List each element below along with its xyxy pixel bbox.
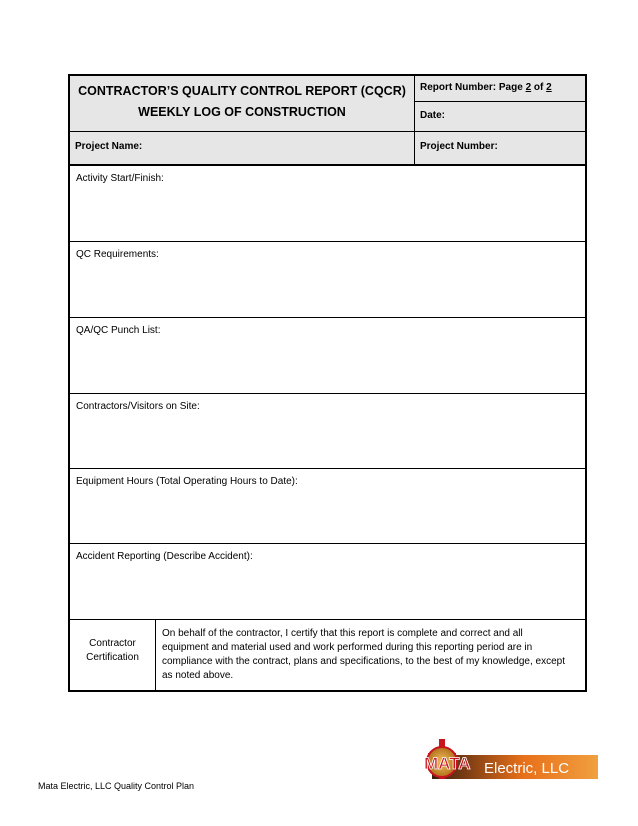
certification-row — [70, 620, 585, 690]
section-label: QA/QC Punch List: — [76, 325, 161, 336]
logo-tagline: Electric, LLC — [484, 760, 570, 777]
company-logo — [418, 736, 598, 784]
page-current: 2 — [525, 82, 532, 93]
certification-label — [70, 620, 156, 690]
project-number-field[interactable] — [415, 132, 585, 166]
date-label: Date: — [420, 110, 446, 121]
section-label: Equipment Hours (Total Operating Hours to Date): — [76, 476, 298, 487]
section-equipment-hours[interactable] — [70, 469, 585, 544]
report-number-label: Report Number: Page — [420, 82, 523, 93]
section-contractors-visitors[interactable] — [70, 394, 585, 469]
certification-statement: On behalf of the contractor, I certify that this report is complete and correct and all equipment and material used and work performed during this reporting period are in compliance with the contract, plans and specifications, to the best of my knowledge, except as noted above. — [162, 628, 565, 681]
certification-label-line2: Certification — [86, 652, 139, 663]
report-subtitle: WEEKLY LOG OF CONSTRUCTION — [138, 105, 346, 119]
cqcr-form — [68, 74, 587, 692]
project-name-field[interactable] — [70, 132, 415, 166]
logo-brand: MATA — [424, 754, 471, 773]
mata-logo-graphic — [418, 736, 598, 784]
section-label: Activity Start/Finish: — [76, 173, 164, 184]
section-activity-start-finish[interactable] — [70, 166, 585, 242]
title-cell — [70, 76, 415, 132]
section-label: Accident Reporting (Describe Accident): — [76, 551, 253, 562]
section-label: Contractors/Visitors on Site: — [76, 401, 200, 412]
certification-label-line1: Contractor — [89, 638, 136, 649]
report-title: CONTRACTOR’S QUALITY CONTROL REPORT (CQCR) — [78, 84, 406, 98]
date-field[interactable] — [415, 102, 585, 132]
project-name-label: Project Name: — [75, 141, 143, 152]
page-footer: Mata Electric, LLC Quality Control Plan — [38, 781, 195, 791]
form-header — [70, 76, 585, 166]
section-qc-requirements[interactable] — [70, 242, 585, 318]
report-number-cell — [415, 76, 585, 102]
page-total: 2 — [546, 82, 552, 93]
section-accident-reporting[interactable] — [70, 544, 585, 620]
project-number-label: Project Number: — [420, 141, 498, 152]
section-label: QC Requirements: — [76, 249, 159, 260]
section-qa-qc-punch-list[interactable] — [70, 318, 585, 394]
page-of: of — [533, 82, 544, 93]
